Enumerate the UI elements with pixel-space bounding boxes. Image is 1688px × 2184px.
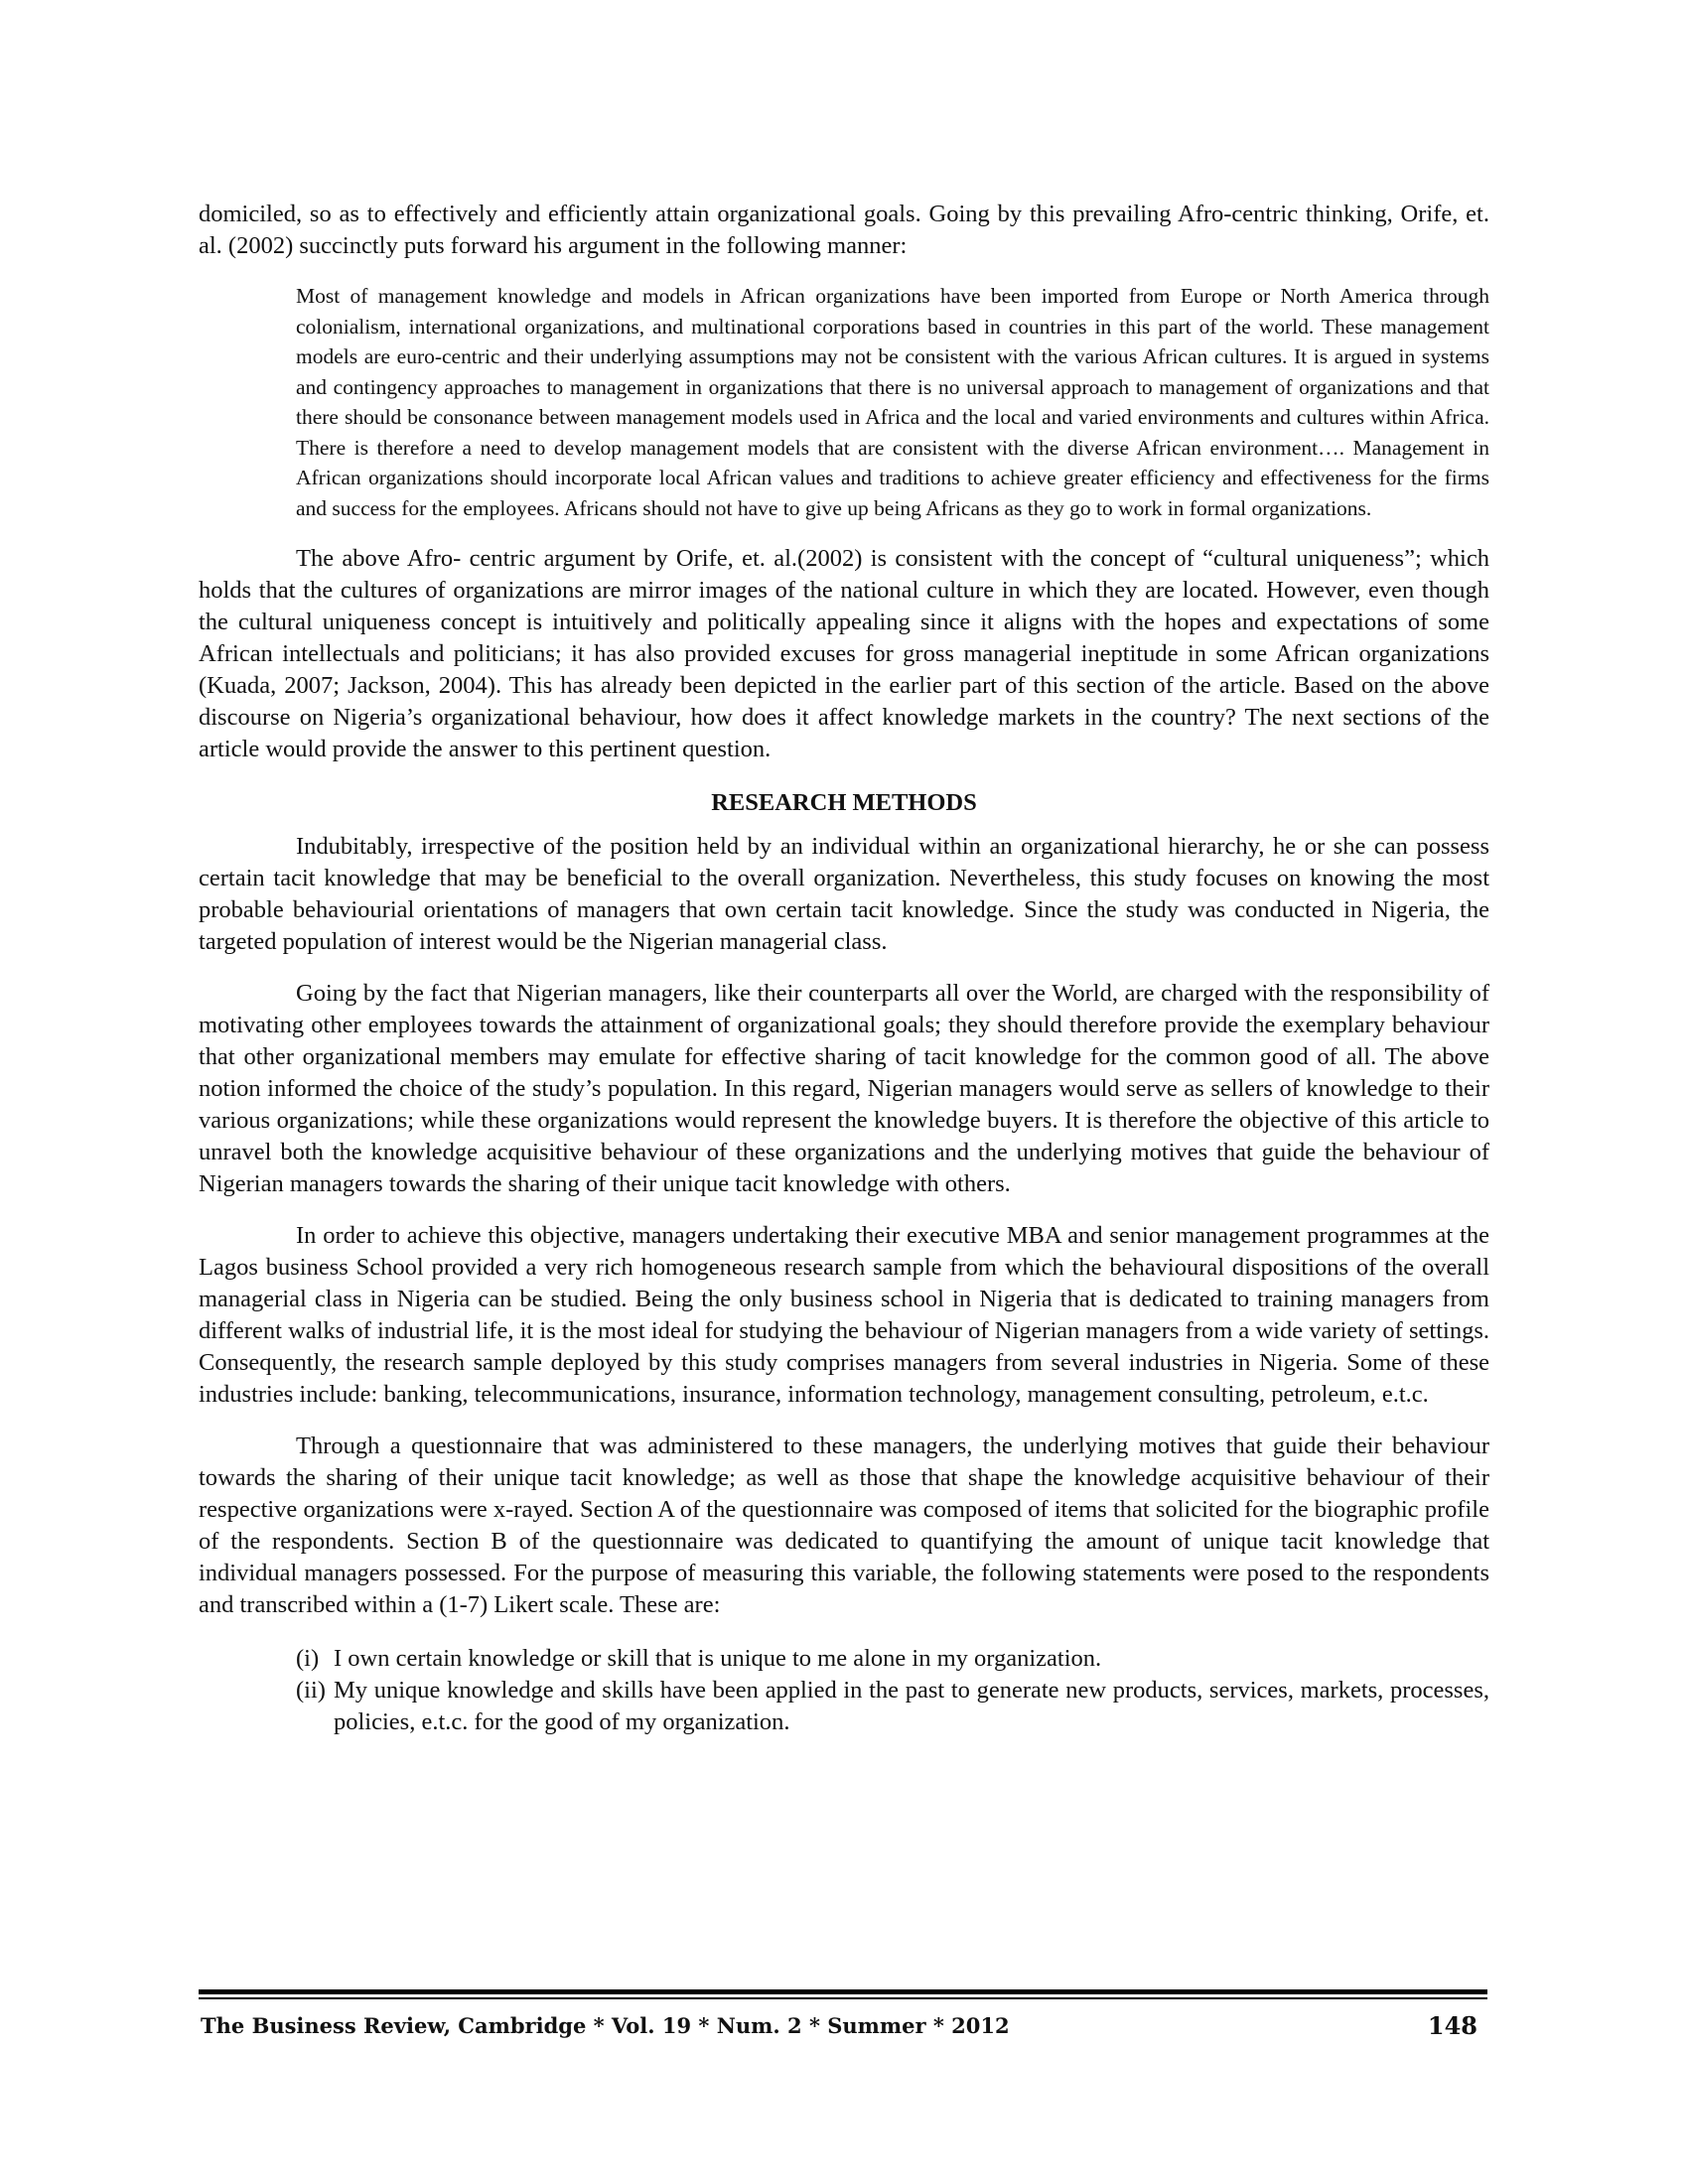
paragraph-questionnaire: Through a questionnaire that was administered to these managers, the underlying motives that guide their behaviour towards the sharing of their unique tacit knowledge; as well as those that shape the knowledge acquisitive behaviour of their respective organizations were x-rayed. Section A of the questionnaire was composed of items that solicited for the biographic profile of the respondents. Section B of the questionnaire was dedicated to quantifying the amount of unique tacit knowledge that individual managers possessed. For the purpose of measuring this variable, the following statements were posed to the respondents and transcribed within a (1-7) Likert scale. These are: [199, 1433, 1489, 1618]
section-heading-research-methods: RESEARCH METHODS [711, 789, 977, 816]
article-body [199, 199, 1489, 1738]
page-number: 148 [1427, 2011, 1477, 2040]
list-item [296, 1675, 1489, 1738]
paragraph-objective: In order to achieve this objective, managers undertaking their executive MBA and senior management programmes at the Lagos business School provided a very rich homogeneous research sample from which the behavioural dispositions of the overall managerial class in Nigeria can be studied. Being the only business school in Nigeria that is dedicated to training managers from different walks of industrial life, it is the most ideal for studying the behaviour of Nigerian managers from a wide variety of settings. Consequently, the research sample deployed by this study comprises managers from several industries in Nigeria. Some of these industries include: banking, telecommunications, insurance, information technology, management consulting, petroleum, e.t.c. [199, 1222, 1489, 1408]
block-quote: Most of management knowledge and models in African organizations have been imported from Europe or North America through colonialism, international organizations, and multinational corporations based in countries in this part of the world. These management models are euro-centric and their underlying assumptions may not be consistent with the various African cultures. It is argued in systems and contingency approaches to management in organizations that there is no universal approach to management of organizations and that there should be consonance between management models used in Africa and the local and varied environments and cultures within Africa. There is therefore a need to develop management models that are consistent with the diverse African environment…. Management in African organizations should incorporate local African values and traditions to achieve greater efficiency and effectiveness for the firms and success for the employees. Africans should not have to give up being Africans as they go to work in formal organizations. [296, 284, 1489, 520]
list-item-text: I own certain knowledge or skill that is unique to me alone in my organization. [334, 1645, 1102, 1672]
footer-rule-thick [199, 1989, 1487, 1994]
paragraph-continuation: domiciled, so as to effectively and efficiently attain organizational goals. Going by this prevailing Afro-centric thinking, Orife, et. al. (2002) succinctly puts forward his argument in the following manner: [199, 201, 1489, 259]
list-item-text: My unique knowledge and skills have been applied in the past to generate new products, services, markets, processes, policies, e.t.c. for the good of my organization. [334, 1677, 1489, 1735]
list-marker: (ii) [296, 1677, 326, 1704]
list-item [296, 1643, 1489, 1675]
likert-statement-list [199, 1643, 1489, 1738]
journal-citation: The Business Review, Cambridge * Vol. 19 * Num. 2 * Summer * 2012 [201, 2013, 1010, 2038]
paragraph-cultural-uniqueness: The above Afro- centric argument by Orife, et. al.(2002) is consistent with the concept of “cultural uniqueness”; which holds that the cultures of organizations are mirror images of the national culture in which they are located. However, even though the cultural uniqueness concept is intuitively and politically appealing since it aligns with the hopes and expectations of some African intellectuals and politicians; it has also provided excuses for gross managerial ineptitude in some African organizations (Kuada, 2007; Jackson, 2004). This has already been depicted in the earlier part of this section of the article. Based on the above discourse on Nigeria’s organizational behaviour, how does it affect knowledge markets in the country? The next sections of the article would provide the answer to this pertinent question. [199, 545, 1489, 762]
paragraph-indubitably: Indubitably, irrespective of the position held by an individual within an organizational hierarchy, he or she can possess certain tacit knowledge that may be beneficial to the overall organization. Nevertheless, this study focuses on knowing the most probable behaviourial orientations of managers that own certain tacit knowledge. Since the study was conducted in Nigeria, the targeted population of interest would be the Nigerian managerial class. [199, 833, 1489, 955]
paragraph-nigerian-managers: Going by the fact that Nigerian managers, like their counterparts all over the World, are charged with the responsibility of motivating other employees towards the attainment of organizational goals; they should therefore provide the exemplary behaviour that other organizational members may emulate for effective sharing of tacit knowledge for the common good of all. The above notion informed the choice of the study’s population. In this regard, Nigerian managers would serve as sellers of knowledge to their various organizations; while these organizations would represent the knowledge buyers. It is therefore the objective of this article to unravel both the knowledge acquisitive behaviour of these organizations and the underlying motives that guide the behaviour of Nigerian managers towards the sharing of their unique tacit knowledge with others. [199, 980, 1489, 1197]
footer-rule-thin [199, 1997, 1487, 1999]
page-footer [199, 2013, 1487, 2049]
list-marker: (i) [296, 1645, 320, 1672]
